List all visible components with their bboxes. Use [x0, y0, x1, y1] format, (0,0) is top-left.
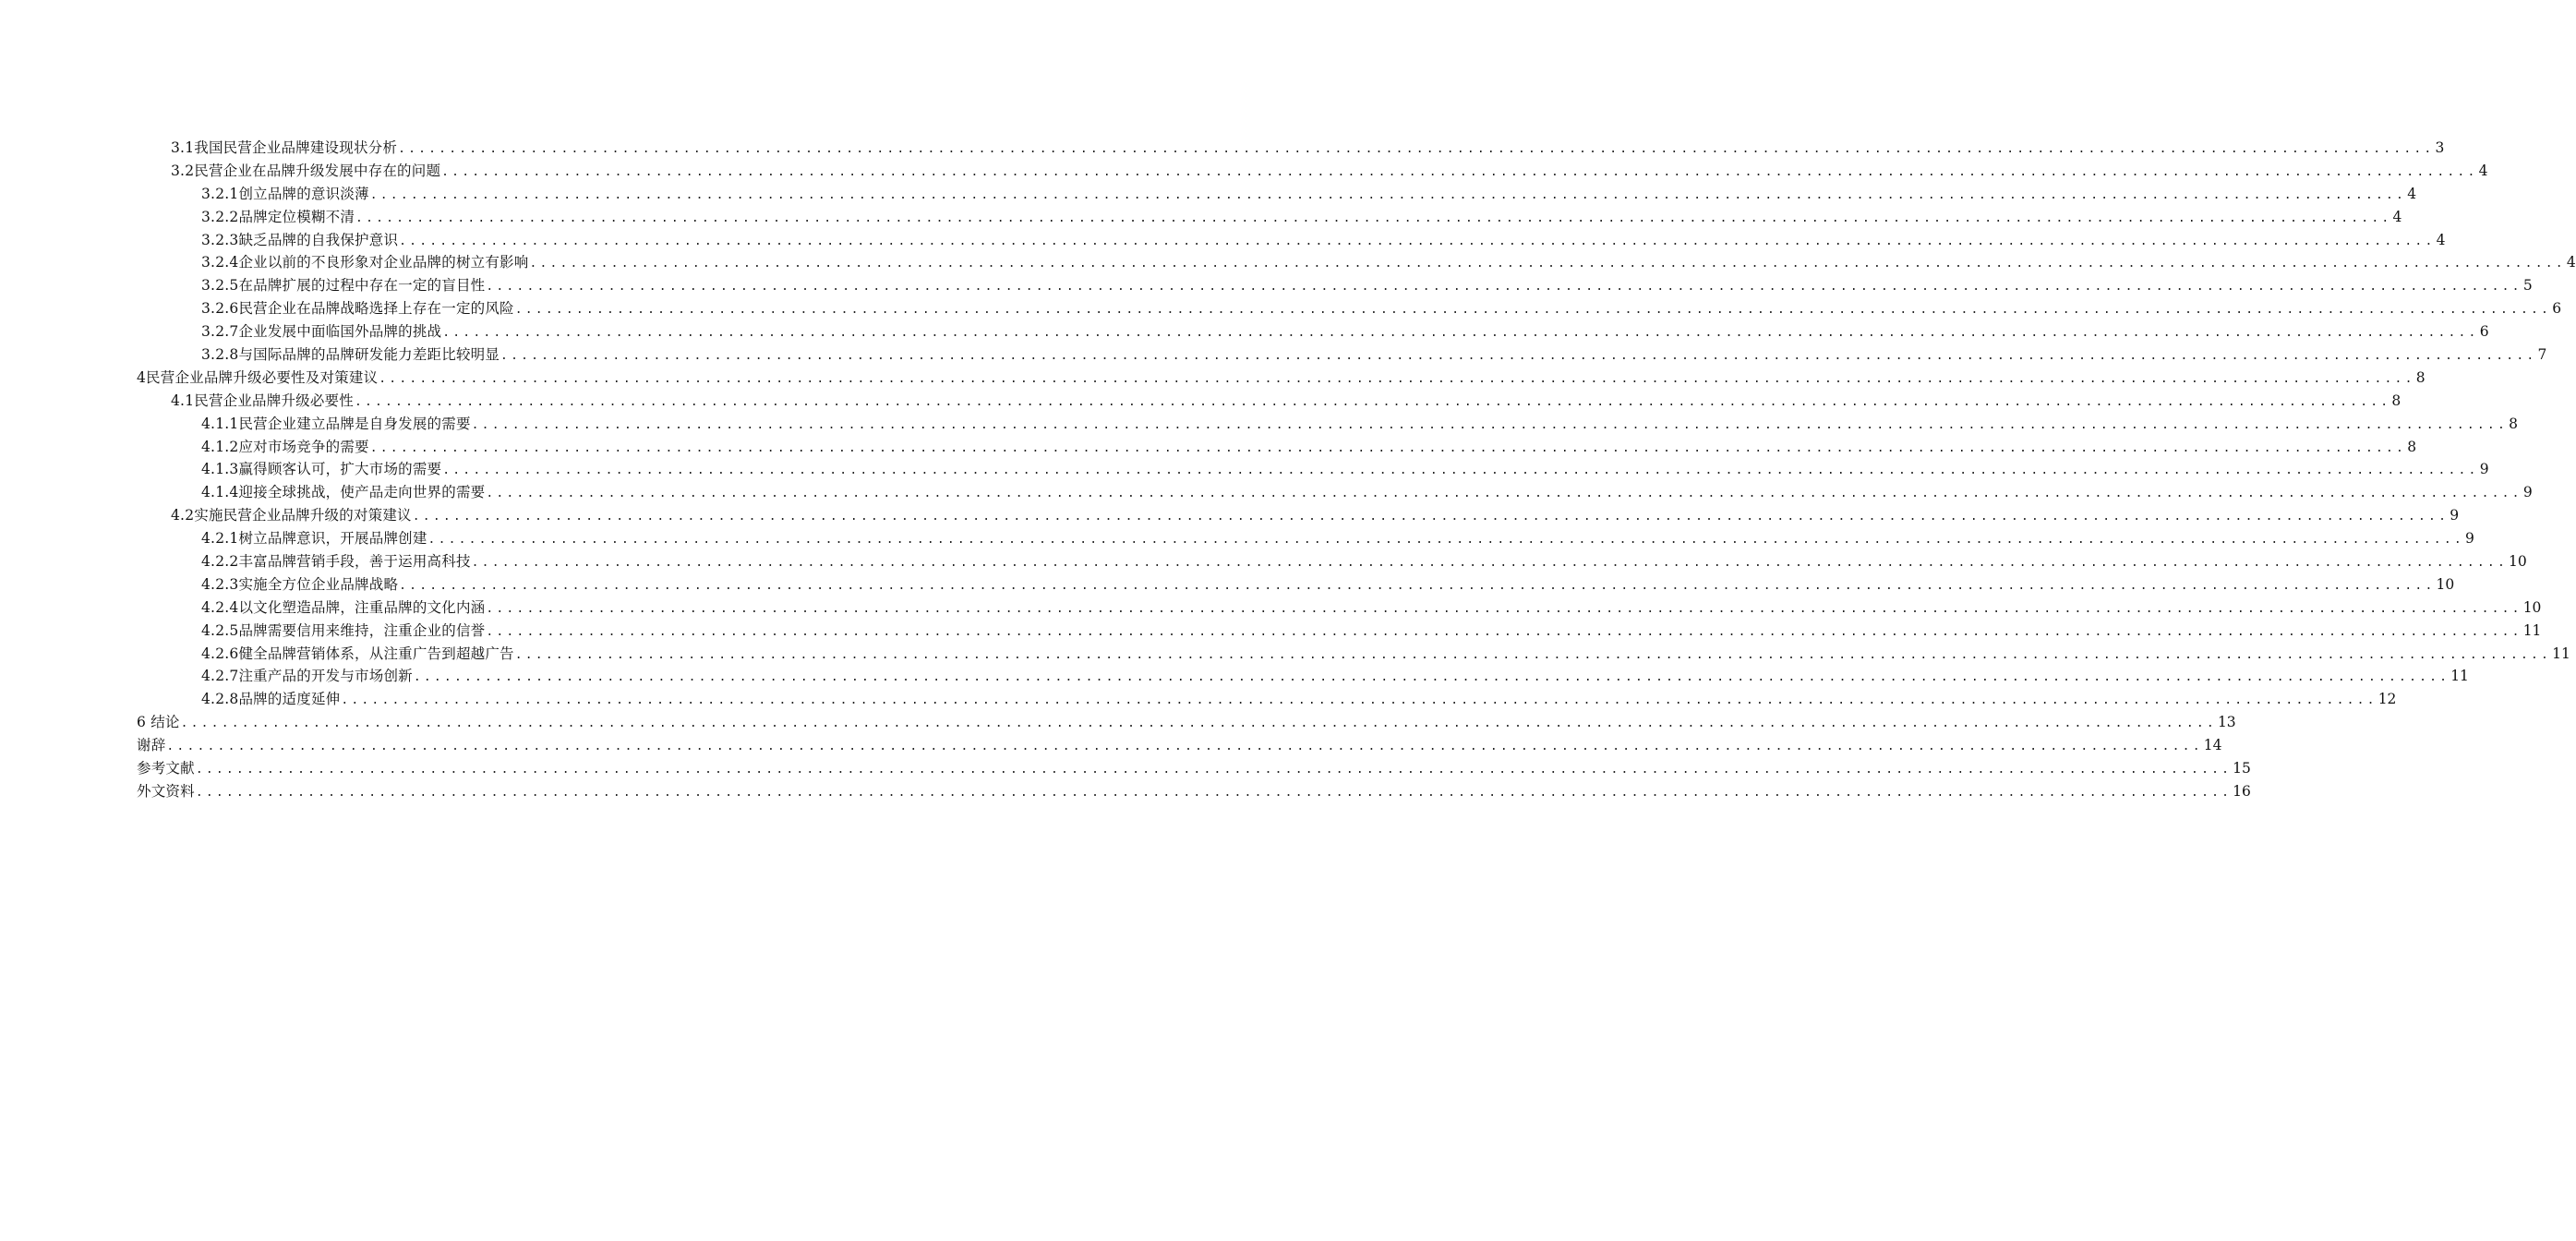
toc-dot-leader: ........................................................................................................................................................................................................: [412, 510, 2450, 524]
toc-entry[interactable]: [137, 183, 2417, 206]
toc-entry[interactable]: [137, 137, 2445, 160]
toc-entry-page-number: 8: [2391, 392, 2401, 409]
toc-entry[interactable]: [137, 573, 2455, 596]
toc-entry-page-number: 3: [2435, 139, 2445, 156]
toc-entry[interactable]: [137, 367, 2426, 390]
toc-dot-leader: ........................................................................................................................................................................................................: [379, 371, 2415, 386]
toc-dot-leader: ........................................................................................................................................................................................................: [442, 464, 2479, 478]
toc-dot-leader: ........................................................................................................................................................................................................: [413, 670, 2450, 685]
toc-entry-page-number: 10: [2508, 553, 2527, 571]
toc-entry-title: 4.1.3赢得顾客认可，扩大市场的需要: [201, 461, 442, 478]
toc-entry-title: 4.1民营企业品牌升级必要性: [171, 392, 354, 409]
toc-entry[interactable]: [137, 274, 2533, 297]
toc-dot-leader: ........................................................................................................................................................................................................: [399, 234, 2436, 248]
toc-dot-leader: ........................................................................................................................................................................................................: [399, 578, 2436, 593]
toc-entry-title: 3.1我国民营企业品牌建设现状分析: [171, 139, 398, 156]
toc-entry[interactable]: [137, 436, 2417, 459]
toc-entry-page-number: 9: [2479, 461, 2489, 478]
toc-entry[interactable]: [137, 251, 2576, 274]
toc-entry[interactable]: [137, 734, 2222, 757]
toc-entry-title: 4.2.3实施全方位企业品牌战略: [201, 575, 399, 593]
toc-entry[interactable]: [137, 780, 2251, 803]
toc-entry[interactable]: [137, 550, 2527, 573]
toc-dot-leader: ........................................................................................................................................................................................................: [195, 785, 2233, 800]
toc-entry-title: 4.2.8品牌的适度延伸: [201, 691, 341, 708]
toc-entry-title: 3.2民营企业在品牌升级发展中存在的问题: [171, 162, 441, 179]
toc-dot-leader: ........................................................................................................................................................................................................: [166, 740, 2203, 754]
toc-entry-title: 4.2实施民营企业品牌升级的对策建议: [171, 507, 412, 524]
toc-entry-page-number: 6: [2479, 323, 2489, 341]
toc-dot-leader: ........................................................................................................................................................................................................: [398, 142, 2435, 156]
toc-entry[interactable]: [137, 320, 2489, 343]
toc-dot-leader: ........................................................................................................................................................................................................: [195, 763, 2233, 777]
toc-entry[interactable]: [137, 504, 2460, 527]
toc-entry-title: 4.2.1树立品牌意识，开展品牌创建: [201, 530, 427, 548]
toc-entry[interactable]: [137, 206, 2402, 229]
toc-entry-page-number: 15: [2233, 760, 2251, 777]
toc-entry-title: 3.2.6民营企业在品牌战略选择上存在一定的风险: [201, 300, 514, 318]
toc-entry-title: 4.1.2应对市场竞争的需要: [201, 438, 369, 455]
toc-dot-leader: ........................................................................................................................................................................................................: [529, 257, 2566, 271]
toc-entry-page-number: 16: [2233, 782, 2251, 800]
toc-dot-leader: ........................................................................................................................................................................................................: [486, 624, 2522, 639]
toc-dot-leader: ........................................................................................................................................................................................................: [514, 647, 2552, 662]
toc-entry-title: 4.2.5品牌需要信用来维持，注重企业的信誉: [201, 621, 486, 639]
toc-dot-leader: ........................................................................................................................................................................................................: [500, 349, 2537, 364]
toc-entry-page-number: 11: [2450, 668, 2469, 685]
toc-entry[interactable]: [137, 229, 2446, 252]
toc-entry-title: 3.2.5在品牌扩展的过程中存在一定的盲目性: [201, 277, 486, 295]
toc-entry-page-number: 6: [2552, 300, 2562, 318]
toc-entry-title: 4.2.2丰富品牌营销手段，善于运用高科技: [201, 553, 471, 571]
toc-entry-title: 3.2.3缺乏品牌的自我保护意识: [201, 231, 399, 248]
toc-entry-title: 3.2.8与国际品牌的品牌研发能力差距比较明显: [201, 346, 500, 364]
toc-entry[interactable]: [137, 643, 2570, 666]
toc-dot-leader: ........................................................................................................................................................................................................: [486, 487, 2522, 501]
toc-entry-page-number: 9: [2522, 484, 2533, 501]
toc-dot-leader: ........................................................................................................................................................................................................: [442, 326, 2479, 341]
toc-dot-leader: ........................................................................................................................................................................................................: [341, 693, 2377, 708]
toc-entry-title: 4.2.4以文化塑造品牌，注重品牌的文化内涵: [201, 598, 486, 616]
toc-entry-page-number: 12: [2377, 691, 2397, 708]
toc-entry[interactable]: [137, 413, 2518, 436]
toc-entry-page-number: 5: [2522, 277, 2533, 295]
toc-dot-leader: ........................................................................................................................................................................................................: [471, 556, 2508, 571]
toc-entry-title: 6 结论: [137, 714, 180, 731]
toc-entry-title: 4.1.4迎接全球挑战，使产品走向世界的需要: [201, 484, 486, 501]
toc-entry-page-number: 4: [2436, 231, 2446, 248]
toc-entry-title: 3.2.4企业以前的不良形象对企业品牌的树立有影响: [201, 254, 529, 271]
toc-dot-leader: ........................................................................................................................................................................................................: [369, 440, 2407, 455]
toc-entry-page-number: 10: [2436, 575, 2455, 593]
toc-entry-page-number: 10: [2522, 598, 2542, 616]
toc-entry-page-number: 8: [2407, 438, 2417, 455]
toc-entry-title: 4.1.1民营企业建立品牌是自身发展的需要: [201, 415, 471, 432]
toc-entry-page-number: 13: [2217, 714, 2236, 731]
toc-dot-leader: ........................................................................................................................................................................................................: [441, 164, 2478, 179]
toc-entry-page-number: 11: [2522, 621, 2542, 639]
toc-entry-page-number: 11: [2552, 645, 2570, 662]
toc-dot-leader: ........................................................................................................................................................................................................: [355, 211, 2392, 225]
toc-entry[interactable]: [137, 711, 2236, 734]
toc-dot-leader: ........................................................................................................................................................................................................: [369, 187, 2407, 202]
toc-dot-leader: ........................................................................................................................................................................................................: [471, 417, 2508, 432]
toc-entry[interactable]: [137, 665, 2469, 688]
toc-entry-page-number: 4: [2407, 185, 2417, 202]
toc-entry-title: 谢辞: [137, 737, 166, 754]
toc-entry[interactable]: [137, 688, 2397, 711]
toc-entry-page-number: 8: [2509, 415, 2518, 432]
toc-entry[interactable]: [137, 458, 2489, 481]
toc-entry-title: 3.2.1创立品牌的意识淡薄: [201, 185, 369, 202]
toc-entry-title: 4.2.7注重产品的开发与市场创新: [201, 668, 413, 685]
toc-dot-leader: ........................................................................................................................................................................................................: [514, 303, 2552, 318]
toc-dot-leader: ........................................................................................................................................................................................................: [354, 394, 2391, 409]
toc-entry-page-number: 4: [2478, 162, 2488, 179]
toc-entry-page-number: 7: [2537, 346, 2547, 364]
toc-entry[interactable]: [137, 620, 2542, 643]
toc-entry-page-number: 9: [2465, 530, 2474, 548]
toc-entry[interactable]: [137, 390, 2401, 413]
toc-entry-title: 4.2.6健全品牌营销体系，从注重广告到超越广告: [201, 645, 514, 662]
toc-entry-title: 3.2.7企业发展中面临国外品牌的挑战: [201, 323, 442, 341]
toc-entry[interactable]: [137, 160, 2488, 183]
toc-dot-leader: ........................................................................................................................................................................................................: [486, 280, 2522, 295]
toc-entry-title: 3.2.2品牌定位模糊不清: [201, 208, 355, 225]
toc-entry-title: 参考文献: [137, 760, 195, 777]
toc-entry[interactable]: [137, 343, 2547, 367]
toc-entry-title: 外文资料: [137, 782, 195, 800]
toc-entry-page-number: 4: [2392, 208, 2402, 225]
toc-dot-leader: ........................................................................................................................................................................................................: [427, 533, 2464, 548]
toc-entry[interactable]: [137, 481, 2533, 504]
toc-entry[interactable]: [137, 757, 2251, 780]
toc-entry-page-number: 14: [2203, 737, 2222, 754]
toc-entry[interactable]: [137, 527, 2474, 550]
toc-dot-leader: ........................................................................................................................................................................................................: [486, 601, 2522, 616]
toc-entry-page-number: 8: [2415, 368, 2426, 386]
toc-entry-title: 4民营企业品牌升级必要性及对策建议: [137, 368, 379, 386]
table-of-contents: [137, 137, 2576, 803]
toc-entry[interactable]: [137, 297, 2562, 320]
toc-dot-leader: ........................................................................................................................................................................................................: [180, 717, 2217, 731]
toc-entry-page-number: 4: [2566, 254, 2576, 271]
toc-entry-page-number: 9: [2450, 507, 2460, 524]
toc-entry[interactable]: [137, 596, 2542, 620]
